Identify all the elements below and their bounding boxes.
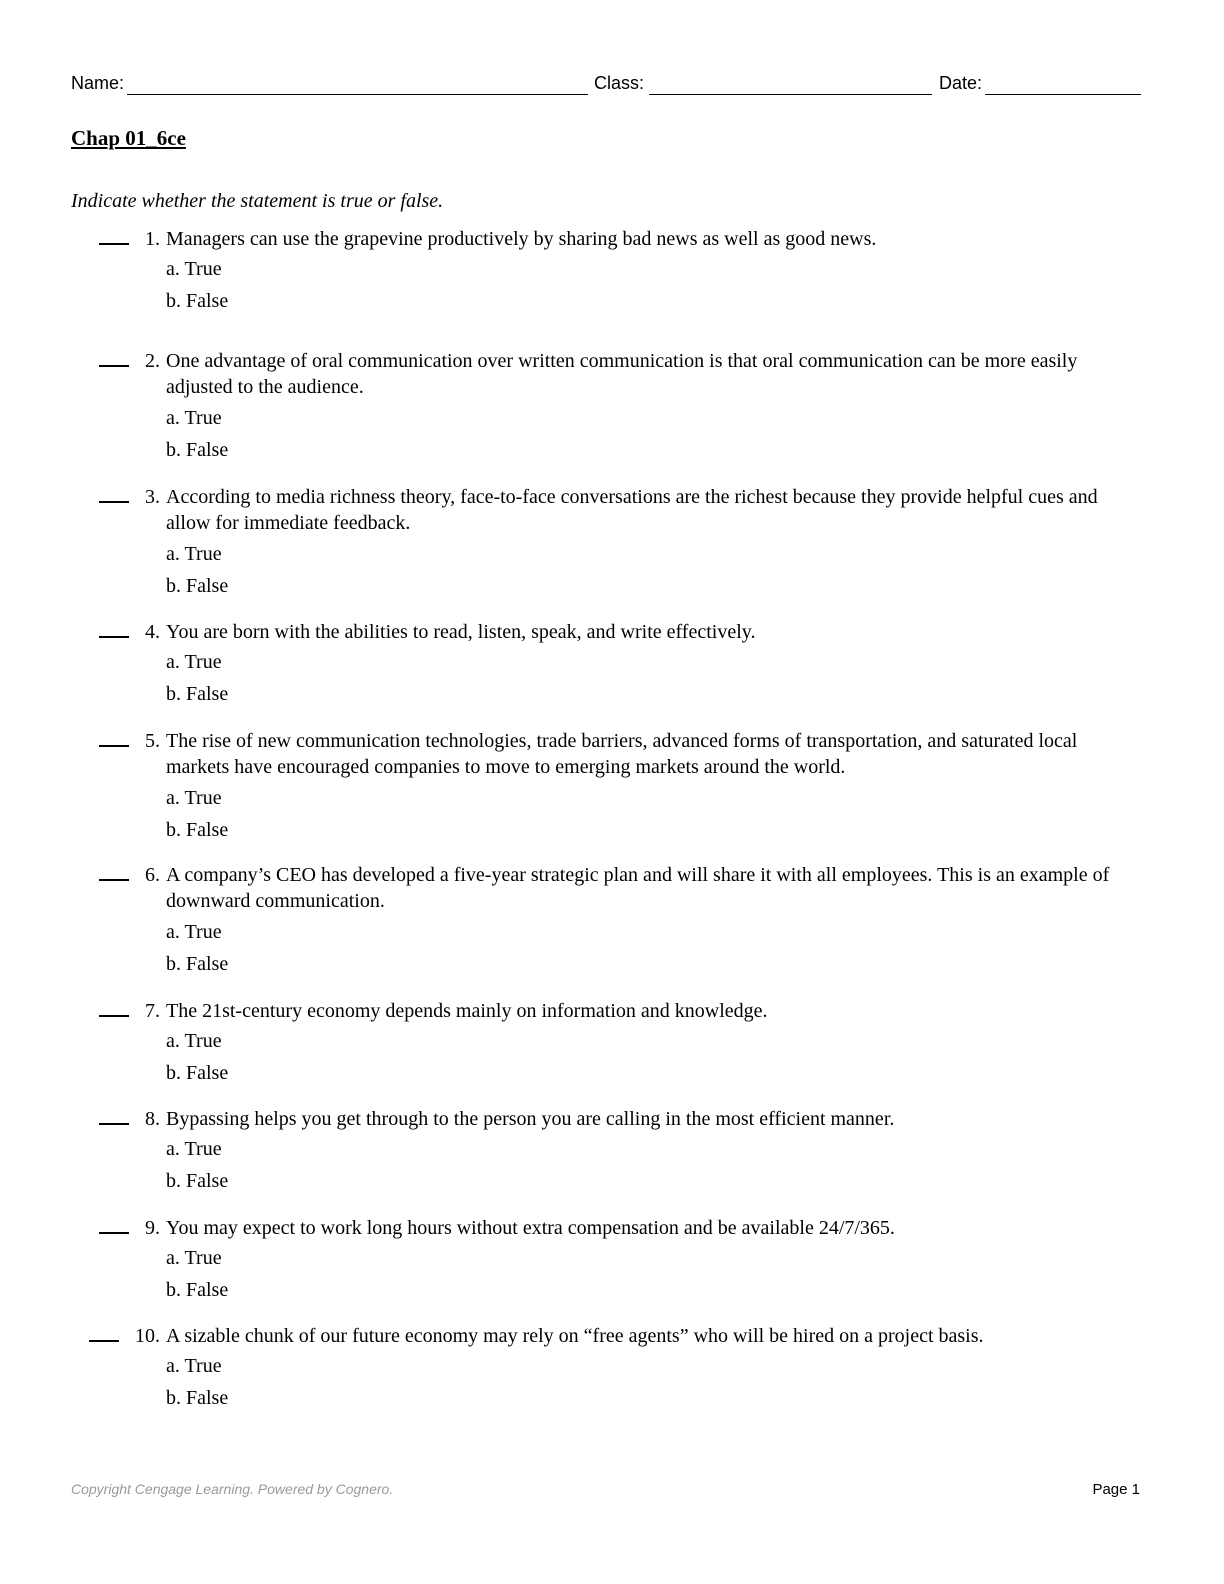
page-title: Chap 01_6ce: [71, 126, 186, 150]
option-false: b. False: [166, 1279, 229, 1301]
question-number: 3.: [145, 486, 160, 508]
option-true: a. True: [166, 651, 222, 673]
question-text: The rise of new communication technologies, trade barriers, advanced forms of transportation, and saturated local markets have encouraged companies to move to emerging markets around the world.: [166, 730, 1078, 778]
name-label: Name:: [71, 73, 125, 93]
question-text: Bypassing helps you get through to the person you are calling in the most efficient manner.: [166, 1108, 895, 1130]
instructions: Indicate whether the statement is true or false.: [71, 190, 444, 212]
option-true: a. True: [166, 1138, 222, 1160]
question-number: 1.: [145, 228, 160, 250]
question-text: A sizable chunk of our future economy may rely on “free agents” who will be hired on a project basis.: [166, 1325, 984, 1347]
question-number: 5.: [145, 730, 160, 752]
question-text: Managers can use the grapevine productively by sharing bad news as well as good news.: [166, 228, 877, 250]
option-true: a. True: [166, 258, 222, 280]
name-field-line[interactable]: [127, 94, 588, 95]
date-field-line[interactable]: [985, 94, 1141, 95]
option-true: a. True: [166, 407, 222, 429]
option-true: a. True: [166, 1030, 222, 1052]
option-false: b. False: [166, 683, 229, 705]
question-number: 2.: [145, 350, 160, 372]
option-true: a. True: [166, 1247, 222, 1269]
question-number: 9.: [145, 1217, 160, 1239]
date-label: Date:: [939, 73, 983, 93]
option-false: b. False: [166, 953, 229, 975]
question-text: The 21st-century economy depends mainly on information and knowledge.: [166, 1000, 768, 1022]
student-info-row: [71, 73, 1141, 97]
option-true: a. True: [166, 921, 222, 943]
option-false: b. False: [166, 290, 229, 312]
class-label: Class:: [594, 73, 645, 93]
option-false: b. False: [166, 819, 229, 841]
question-text: One advantage of oral communication over written communication is that oral communication can be more easily adjusted to the audience.: [166, 350, 1078, 398]
question-text: A company’s CEO has developed a five-year strategic plan and will share it with all employees. This is an example of downward communication.: [166, 864, 1110, 912]
question-number: 10.: [135, 1325, 160, 1347]
option-false: b. False: [166, 439, 229, 461]
question-number: 8.: [145, 1108, 160, 1130]
question-text: According to media richness theory, face-to-face conversations are the richest because they provide helpful cues and allow for immediate feedback.: [166, 486, 1098, 534]
option-true: a. True: [166, 1355, 222, 1377]
option-true: a. True: [166, 543, 222, 565]
option-false: b. False: [166, 575, 229, 597]
page-number: Page 1: [1092, 1481, 1140, 1498]
option-false: b. False: [166, 1170, 229, 1192]
question-number: 7.: [145, 1000, 160, 1022]
option-false: b. False: [166, 1062, 229, 1084]
question-number: 6.: [145, 864, 160, 886]
question-text: You may expect to work long hours without extra compensation and be available 24/7/365.: [166, 1217, 895, 1239]
option-true: a. True: [166, 787, 222, 809]
class-field-line[interactable]: [649, 94, 932, 95]
option-false: b. False: [166, 1387, 229, 1409]
question-number: 4.: [145, 621, 160, 643]
copyright-notice: Copyright Cengage Learning. Powered by Cognero.: [71, 1481, 394, 1497]
question-text: You are born with the abilities to read, listen, speak, and write effectively.: [166, 621, 756, 643]
